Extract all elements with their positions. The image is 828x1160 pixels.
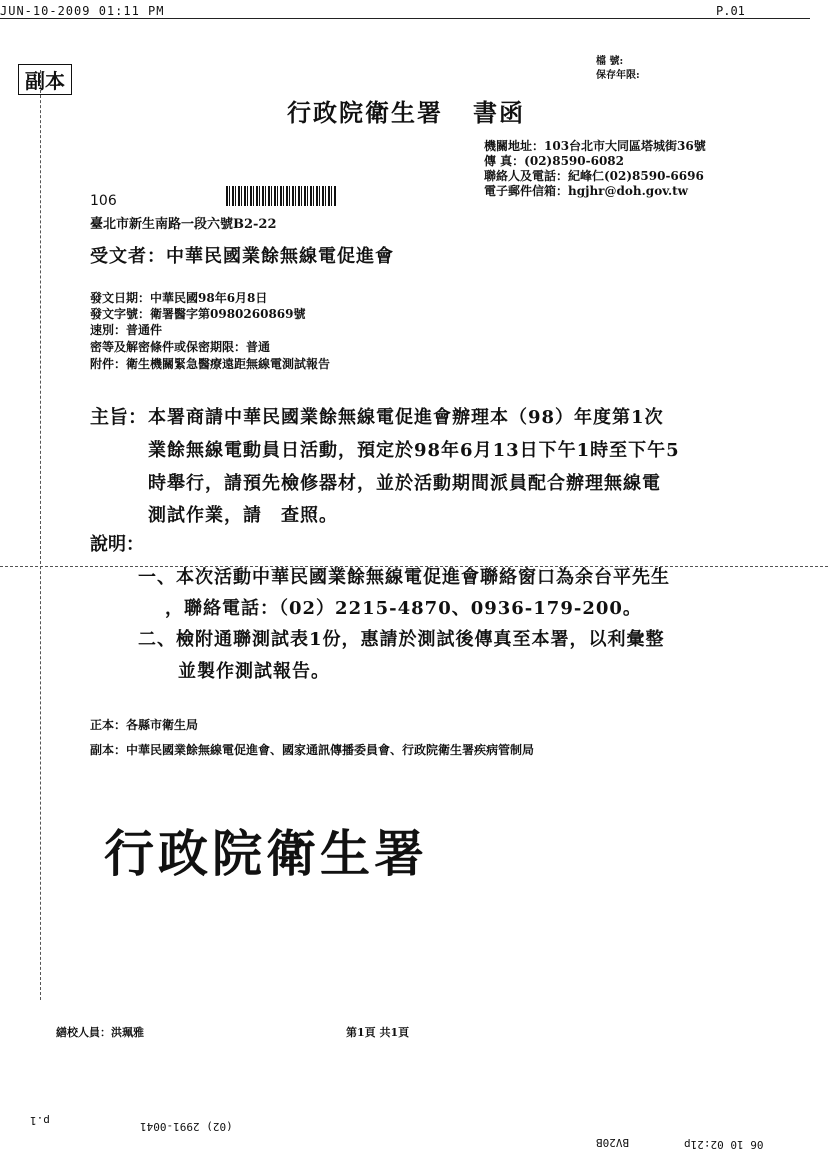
recipient-line: 受文者：中華民國業餘無線電促進會 — [90, 246, 394, 267]
contact-fax: 傳 真：(02)8590-6082 — [484, 154, 625, 168]
barcode — [226, 186, 336, 206]
main-recipient: 正本：各縣市衛生局 — [90, 718, 199, 732]
description-item-cont: ，聯絡電話：（02）2215-4870、0936-179-200。 — [165, 598, 642, 619]
agency-stamp: 行政院衛生署 — [104, 824, 428, 883]
subject-label: 主旨： — [90, 406, 148, 428]
page-count: 第1頁 共1頁 — [346, 1026, 410, 1039]
description-item-cont: 並製作測試報告。 — [178, 661, 330, 682]
proofreader: 繕校人員：洪珮雅 — [56, 1026, 144, 1039]
subject-line: 本署商請中華民國業餘無線電促進會辦理本（98）年度第1次 — [148, 407, 664, 428]
description-item: 一、本次活動中華民國業餘無線電促進會聯絡窗口為余台平先生 — [138, 567, 670, 588]
priority: 速別：普通件 — [90, 323, 163, 337]
document-title — [287, 93, 525, 128]
file-number-label: 檔 號: — [596, 56, 624, 67]
fax-header-rule — [0, 18, 810, 19]
fax-footer-time: 06 10 02:21p — [684, 1138, 764, 1151]
attachment: 附件：衛生機關緊急醫療遠距無線電測試報告 — [90, 357, 331, 371]
fax-footer-code: BV20B — [596, 1136, 630, 1149]
zip-code: 106 — [90, 193, 117, 209]
retention-period-label: 保存年限: — [596, 70, 640, 81]
carbon-copy: 副本：中華民國業餘無線電促進會、國家通訊傳播委員會、行政院衛生署疾病管制局 — [90, 743, 535, 757]
subject-line: 時舉行，請預先檢修器材，並於活動期間派員配合辦理無線電 — [148, 473, 661, 494]
contact-address: 機關地址：103台北市大同區塔城街36號 — [484, 139, 706, 153]
recipient-address: 臺北市新生南路一段六號B2-22 — [90, 217, 277, 232]
fax-footer-page: p.1 — [30, 1114, 50, 1127]
classification: 密等及解密條件或保密期限：普通 — [90, 340, 271, 354]
agency-name: 行政院衛生署 — [287, 98, 443, 127]
description-item: 二、檢附通聯測試表1份，惠請於測試後傳真至本署，以利彙整 — [138, 629, 665, 650]
subject-line: 業餘無線電動員日活動，預定於98年6月13日下午1時至下午5 — [148, 440, 680, 461]
contact-phone: 聯絡人及電話：紀峰仁(02)8590-6696 — [484, 169, 704, 183]
issue-date: 發文日期：中華民國98年6月8日 — [90, 291, 268, 305]
document-number: 發文字號：衛署醫字第0980260869號 — [90, 307, 306, 321]
fax-page-number: P.01 — [716, 4, 745, 18]
description-label: 說明： — [90, 534, 144, 555]
document-type: 書函 — [473, 98, 525, 127]
fold-line-vertical — [40, 70, 41, 1000]
contact-email: 電子郵件信箱：hgjhr@doh.gov.tw — [484, 184, 689, 198]
copy-stamp: 副本 — [18, 64, 72, 95]
subject-line: 測試作業，請 查照。 — [148, 505, 338, 526]
fax-footer-number: (02) 2991-0041 — [140, 1120, 233, 1133]
fax-header: JUN-10-2009 01:11 PM — [0, 4, 165, 18]
